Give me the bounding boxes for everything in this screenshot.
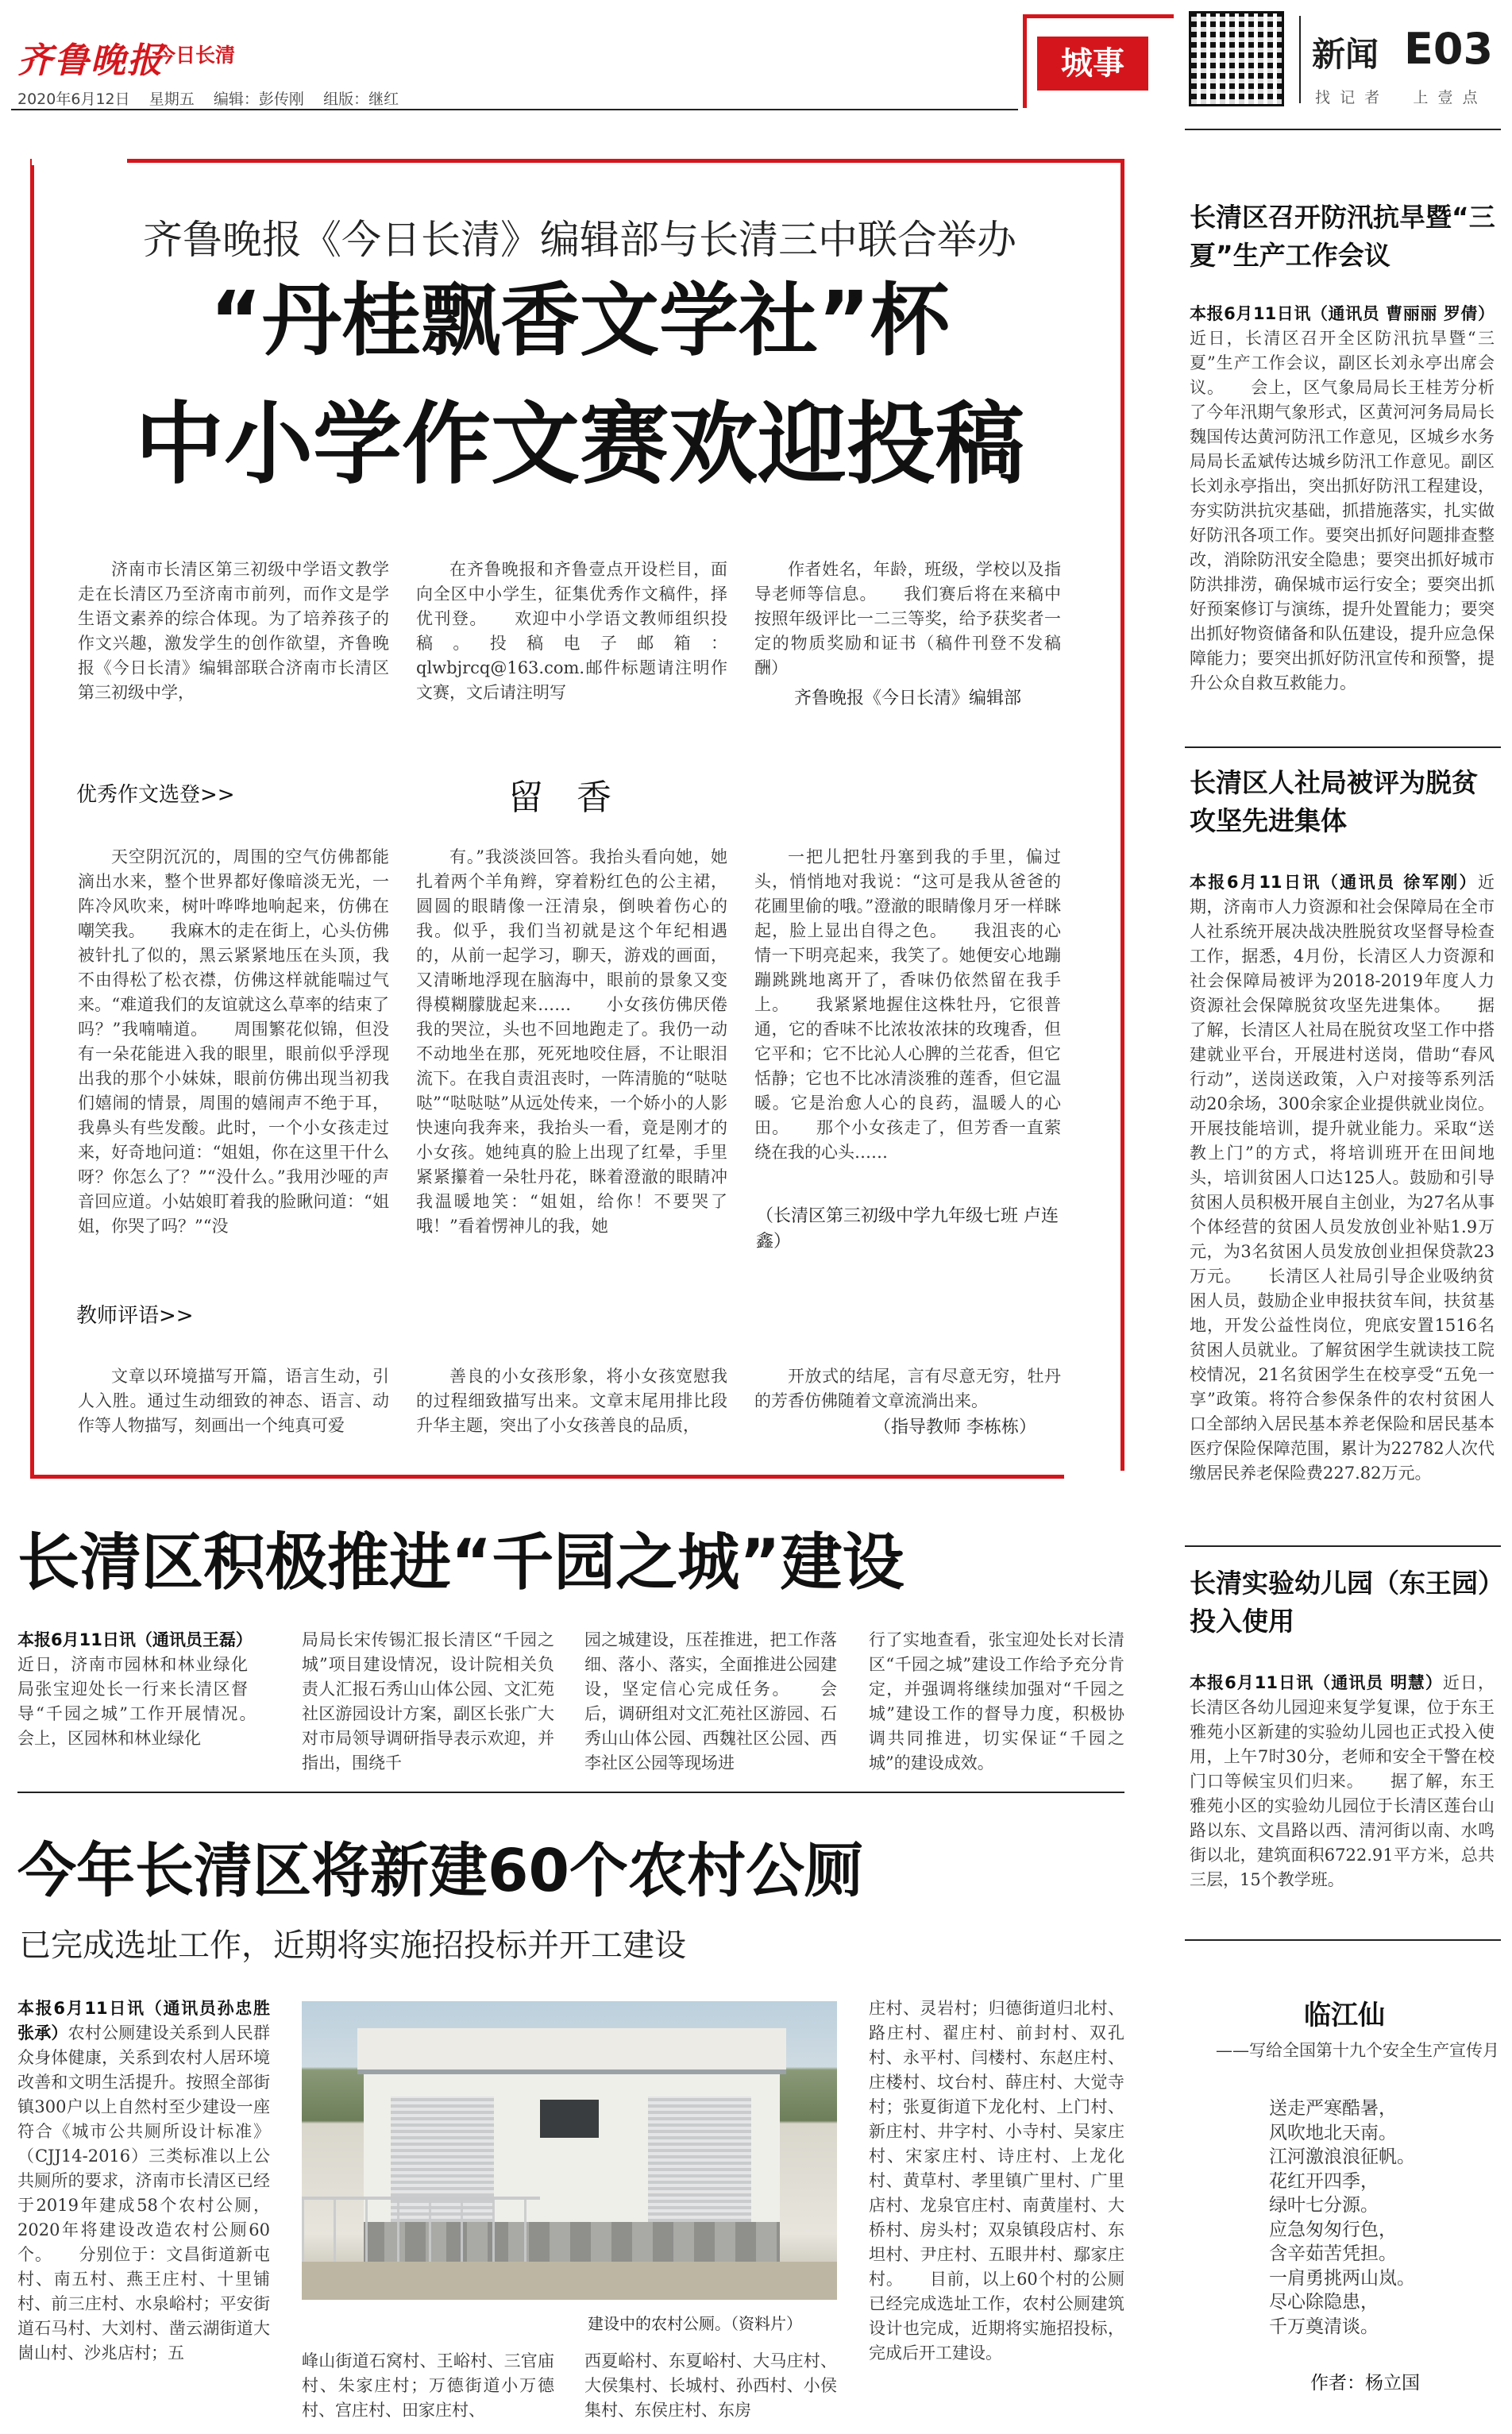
essay-label: 优秀作文选登>> [76,783,235,807]
poem-line: 应急匆匆行色， [1269,2219,1397,2240]
sidebar-rule-3 [1185,1939,1501,1941]
poem-lines [1269,2096,1491,2339]
poem-line: 尽心除隐患， [1269,2292,1379,2312]
sidebar-rule-1 [1185,746,1501,748]
slogan: 找 记 者 上 壹 点 [1315,89,1478,106]
qr-code-overlay [1191,14,1282,104]
sidebar-item1-title: 长清区召开防汛抗旱暨“三夏”生产工作会议 [1190,202,1495,271]
sidebar-item1-text: 近日，长清区召开全区防汛抗旱暨“三夏”生产工作会议，副区长刘永亭出席会议。 会上，区气象局局长王桂芳分析了今年汛期气象形式，区黄河河务局局长魏国传达黄河防汛工作意见，区城乡水务局局长孟斌传达城乡防汛工作意见。副区长刘永亭指出，突出抓好防汛工程建设，夯实防洪抗灾基础，抓措施落实，扎实做好防汛各项工作。要突出抓好问题排查整改，消除防汛安全隐患；要突出抓好城市防洪排涝，确保城市运行安全；要突出抓好预案修订与演练，提升处置能力；要突出抓好物资储备和队伍建设，提升应急保障能力；要突出抓好防汛宣传和预警，提升公众自救互救能力。 [1190,329,1495,692]
photo-railing [302,2197,540,2268]
poem-line: 花红开四季， [1269,2170,1379,2192]
promo-intro-col2: 在齐鲁晚报和齐鲁壹点开设栏目，面向全区中小学生，征集优秀作文稿件，择优刊登。 欢迎中小学语文教师组织投稿。投稿电子邮箱：qlwbjrcq@163.com.邮件标题请注明作文赛，文后请注明写 [416,560,727,702]
garden-headline: 长清区积极推进“千园之城”建设 [17,1527,904,1599]
date-line: 2020年6月12日 星期五 编辑：彭传刚 组版：继红 [17,91,399,108]
garden-col4: 行了实地查看，张宝迎处长对长清区“千园之城”建设工作给予充分肯定，并强调将继续加强对“千园之城”建设工作的督导力度，积极协调共同推进，切实保证“千园之城”的建设成效。 [869,1630,1124,1772]
toilet-col4: 庄村、灵岩村；归德街道归北村、路庄村、翟庄村、前封村、双孔村、永平村、闫楼村、东赵庄村、庄楼村、坟台村、薛庄村、大觉寺村；张夏街道下龙化村、上门村、新庄村、井字村、小寺村、吴家庄村、宋家庄村、诗庄村、上龙化村、黄草村、孝里镇广里村、广里店村、龙泉官庄村、南黄崖村、大桥村、房头村；双泉镇段店村、东坦村、尹庄村、五眼井村、鄢家庄村。 目前，以上60个村的公厕已经完成选址工作，农村公厕建筑设计也完成，近期将实施招投标，完成后开工建设。 [869,1999,1124,2363]
promo-box-gap [32,156,127,165]
masthead-rule [11,109,1018,110]
sidebar-item3-text: 近日，长清区各幼儿园迎来复学复课，位于东王雅苑小区新建的实验幼儿园也正式投入使用，上午7时30分，老师和安全干警在校门口等候宝贝们归来。 据了解，东王雅苑小区的实验幼儿园位于长清区莲台山路以东、文昌路以西、清河街以南、水鸣街以北，建筑面积6722.91平方米，总共三层，15个教学班。 [1190,1673,1495,1889]
toilet-col3-bottom: 西夏峪村、东夏峪村、大马庄村、大侯集村、长城村、孙西村、小侯集村、东侯庄村、东房 [584,2351,837,2420]
poem-line: 江河激浪浪征帆。 [1269,2147,1415,2167]
poem-subtitle: ——写给全国第十九个安全生产宣传月 [1216,2041,1499,2060]
poem-title: 临江仙 [1304,2000,1385,2031]
masthead [0,0,1512,135]
promo-intro-sign: 齐鲁晚报《今日长清》编辑部 [794,689,1022,708]
photo-ground [302,2262,837,2300]
photo-window [540,2100,599,2138]
garden-bottom-rule [17,1792,1124,1793]
sidebar-item3-lead: 本报6月11日讯（通讯员 明慧） [1190,1673,1443,1692]
garden-col1-text: 近日，济南市园林和林业绿化局张宝迎处长一行来长清区督导“千园之城”工作开展情况。 会上，区园林和林业绿化 [17,1655,281,1748]
poem-line: 一肩勇挑两山岚。 [1269,2267,1415,2289]
paper-logo: 齐鲁晚报 [17,41,164,81]
promo-box-gap-right [1064,1471,1128,1482]
sidebar-item2-lead: 本报6月11日讯（通讯员 徐军刚） [1190,873,1478,892]
toilet-photo-caption: 建设中的农村公厕。（资料片） [588,2314,802,2333]
section-tab: 城事 [1037,37,1148,91]
teacher-label: 教师评语>> [76,1304,194,1328]
poem-line: 含辛茹苦凭担。 [1269,2243,1397,2264]
toilet-col1 [17,1996,270,2425]
sidebar-item3-body [1190,1671,1495,1923]
toilet-subhead: 已完成选址工作，近期将实施招投标并开工建设 [19,1927,686,1964]
photo-shutter-right [648,2096,751,2222]
garden-lead: 本报6月11日讯（通讯员王磊） [17,1630,253,1649]
toilet-headline: 今年长清区将新建60个农村公厕 [17,1837,863,1905]
toilet-lead: 本报6月11日讯（通讯员孙忠胜 张承） [17,1999,270,2042]
toilet-photo [302,2001,837,2300]
promo-intro-col1: 济南市长清区第三初级中学语文教学走在长清区乃至济南市前列，而作文是学生语文素养的综合体现。为了培养孩子的作文兴趣，激发学生的创作欲望，齐鲁晚报《今日长清》编辑部联合济南市长清区第三初级中学， [78,560,389,702]
toilet-col2-bottom: 峰山街道石窝村、王峪村、三官庙村、朱家庄村；万德街道小万德村、宫庄村、田家庄村、 [302,2351,554,2420]
essay-col2: 有。”我淡淡回答。我抬头看向她，她扎着两个羊角辫，穿着粉红色的公主裙，圆圆的眼睛像一汪清泉，倒映着伤心的我。似乎，我们当初就是这个年纪相遇的，从前一起学习，聊天，游戏的画面，又清晰地浮现在脑海中，眼前的景象又变得模糊朦胧起来…… 小女孩仿佛厌倦我的哭泣，头也不回地跑走了。我仍一动不动地坐在那，死死地咬住唇，不让眼泪流下。在我自责沮丧时，一阵清脆的“哒哒哒”“哒哒哒”从远处传来，一个娇小的人影快速向我奔来，我抬头一看，竟是刚才的小女孩。她纯真的脸上出现了红晕，手里紧紧攥着一朵牡丹花，眯着澄澈的眼睛冲我温暖地笑：“姐姐，给你！不要哭了哦！”看着愣神儿的我，她 [416,847,727,1236]
sidebar-top-rule [1185,129,1501,130]
garden-col2: 局局长宋传锡汇报长清区“千园之城”项目建设情况，设计院相关负责人汇报石秀山山体公园、文汇苑社区游园设计方案，副区长张广大对市局领导调研指导表示欢迎，并指出，围绕千 [302,1630,554,1772]
review-col3: 开放式的结尾，言有尽意无穷，牡丹的芳香仿佛随着文章流淌出来。 [754,1367,1061,1410]
poem-line: 千万奠清谈。 [1269,2316,1379,2337]
sidebar-rule-2 [1185,1545,1501,1547]
poem-author: 作者：杨立国 [1310,2373,1420,2393]
sidebar-item1-body [1190,302,1495,739]
promo-kicker: 齐鲁晚报《今日长清》编辑部与长清三中联合举办 [143,217,1016,263]
garden-col3: 园之城建设，压茬推进，把工作落细、落小、落实，全面推进公园建设，坚定信心完成任务。 会后，调研组对文汇苑社区游园、石秀山山体公园、西魏社区公园、西李社区公园等现场进 [584,1630,837,1772]
poem-line: 风吹地北天南。 [1269,2122,1397,2143]
toilet-col1-text: 农村公厕建设关系到人民群众身体健康，关系到农村人居环境改善和文明生活提升。按照全部街镇300户以上自然村至少建设一座符合《城市公共厕所设计标准》（CJJ14-2016）三类标准以上公共厕所的要求，济南市长清区已经于2019年建成58个农村公厕，2020年将建设改造农村公厕60个。 分别位于：文昌街道新屯村、南五村、燕王庄村、十里铺村、前三庄村、水泉峪村；平安街道石马村、大刘村、凿云湖街道大崮山村、沙兆店村；五 [17,2023,271,2363]
sidebar-item2-title: 长清区人社局被评为脱贫攻坚先进集体 [1190,767,1478,836]
essay-author: （长清区第三初级中学九年级七班 卢连鑫） [756,1206,1059,1252]
review-col1: 文章以环境描写开篇，语言生动，引人入胜。通过生动细致的神态、语言、动作等人物描写，刻画出一个纯真可爱 [78,1367,389,1435]
review-col2: 善良的小女孩形象，将小女孩宽慰我的过程细致描写出来。文章末尾用排比段升华主题，突出了小女孩善良的品质， [416,1367,727,1435]
essay-col3: 一把儿把牡丹塞到我的手里，偏过头，悄悄地对我说：“这可是我从爸爸的花圃里偷的哦。”澄澈的眼睛像月牙一样眯起，脸上显出自得之色。 我沮丧的心情一下明亮起来，我笑了。她便安心地蹦蹦跳跳地离开了，香味仍依然留在我手上。 我紧紧地握住这株牡丹，它很普通，它的香味不比浓妆浓抹的玫瑰香，但它平和；它不比沁人心脾的兰花香，但它恬静；它也不比冰清淡雅的莲香，但它温暖。它是治愈人心的良药，温暖人的心田。 那个小女孩走了，但芳香一直萦绕在我的心头…… [754,847,1061,1162]
essay-col1: 天空阴沉沉的，周围的空气仿佛都能滴出水来，整个世界都好像暗淡无光，一阵冷风吹来，树叶哗哗地响起来，仿佛在嘲笑我。 我麻木的走在街上，心头仿佛被针扎了似的，黑云紧紧地压在头顶，我不由得松了松衣襟，仿佛这样就能喘过气来。“难道我们的友谊就这么草率的结束了吗？”我喃喃道。 周围繁花似锦，但没有一朵花能进入我的眼里，眼前似乎浮现出我的那个小妹妹，眼前仿佛出现当初我们嬉闹的情景，周围的嬉闹声不绝于耳，我鼻头有些发酸。此时，一个小女孩走过来，好奇地问道：“姐姐，你在这里干什么呀？你怎么了？”“没什么。”我用沙哑的声音回应道。小姑娘盯着我的脸瞅问道：“姐姐，你哭了吗？”“没 [78,847,389,1236]
sidebar-item2-text: 近期，济南市人力资源和社会保障局在全市人社系统开展决战决胜脱贫攻坚督导检查工作，据悉，4月份，长清区人力资源和社会保障局被评为2018-2019年度人力资源社会保障脱贫攻坚先进集体。 据了解，长清区人社局在脱贫攻坚工作中搭建就业平台，开展进村送岗，借助“春风行动”，送岗送政策，入户对接等系列活动20余场，300余家企业提供就业岗位。开展技能培训，提升就业能力。采取“送教上门”的方式，将培训班开在田间地头，培训贫困人口达125人。鼓励和引导贫困人员积极开展自主创业，为27名从事个体经营的贫困人员发放创业补贴1.9万元，为3名贫困人员发放创业担保贷款23万元。 长清区人社局引导企业吸纳贫困人员，鼓励企业申报扶贫车间，扶贫基地，开发公益性岗位，兜底安置1516名贫困人员就业。了解贫困学生就读技工院校情况，21名贫困学生在校享受“五免一享”政策。将符合参保条件的农村贫困人口全部纳入居民基本养老保险和居民基本医疗保险保障范围，累计为22782人次代缴居民养老保险费227.82万元。 [1190,873,1495,1483]
masthead-divider [1299,16,1301,103]
sidebar-item3-title: 长清实验幼儿园（东王园）投入使用 [1190,1568,1491,1637]
section-name: 新闻 [1312,35,1379,74]
edition-name: 今日长清 [156,44,236,67]
garden-col1 [17,1628,281,1776]
photo-roof [357,2028,786,2074]
poem-line: 送走严寒酷暑， [1269,2098,1397,2119]
teacher-sign: （指导教师 李栋栋） [874,1418,1036,1437]
sidebar-item2-body [1190,870,1495,1529]
poem-line: 绿叶七分源。 [1269,2195,1379,2216]
essay-title: 留 香 [508,777,611,818]
promo-title-1: “丹桂飘香文学社”杯 [210,274,950,367]
sidebar-item1-lead: 本报6月11日讯（通讯员 曹丽丽 罗倩） [1190,304,1495,323]
page-number: E03 [1404,24,1494,74]
promo-intro-col3: 作者姓名，年龄，班级，学校以及指导老师等信息。 我们赛后将在来稿中按照年级评比一二三等奖，给予获奖者一定的物质奖励和证书（稿件刊登不发稿酬） [754,560,1061,677]
promo-title-2: 中小学作文赛欢迎投稿 [135,393,1024,496]
